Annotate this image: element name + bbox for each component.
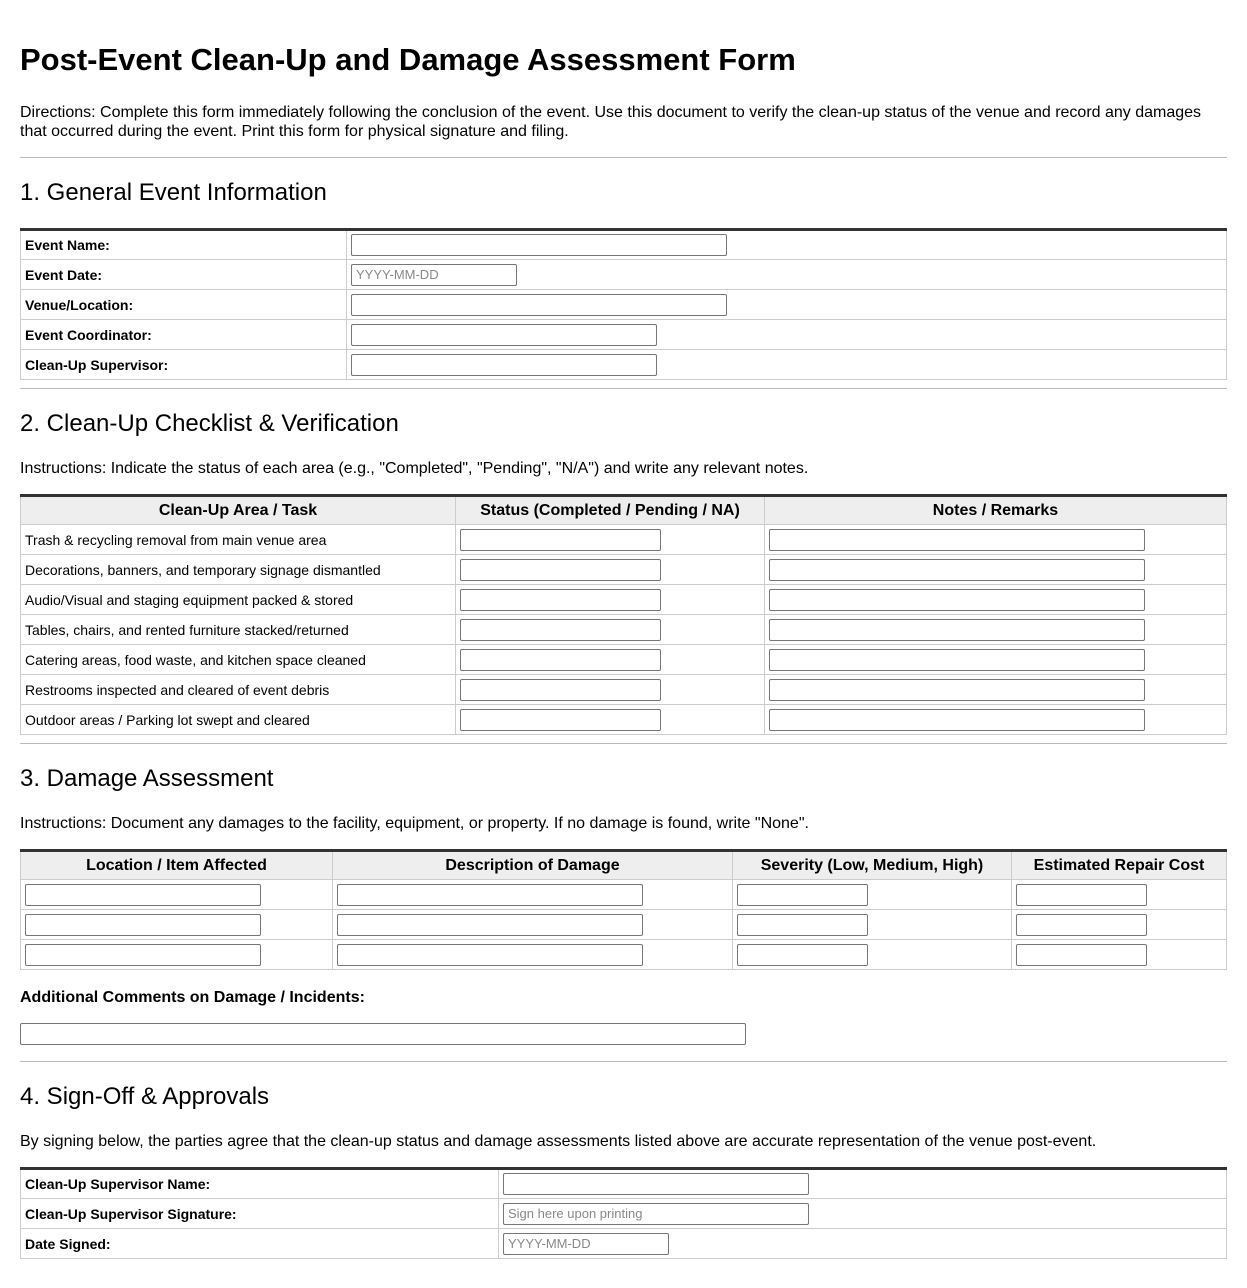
table-row — [21, 1199, 1227, 1229]
section-3-heading: 3. Damage Assessment — [20, 765, 274, 792]
venue-location-input[interactable] — [351, 294, 727, 316]
location-input[interactable] — [25, 884, 261, 906]
event-coordinator-input[interactable] — [351, 324, 657, 346]
section-2-heading: 2. Clean-Up Checklist & Verification — [20, 410, 399, 437]
column-header-description: Description of Damage — [333, 851, 733, 880]
sign-off-statement: By signing below, the parties agree that the clean-up status and damage assessments listed above are accurate representation of the venue post-event. — [20, 1133, 1097, 1150]
divider — [20, 157, 1227, 158]
supervisor-signature-input[interactable] — [503, 1203, 809, 1225]
event-coordinator-label: Event Coordinator: — [21, 320, 347, 350]
status-input[interactable] — [460, 649, 661, 671]
severity-input[interactable] — [737, 884, 868, 906]
task-label: Trash & recycling removal from main venue area — [21, 525, 456, 555]
task-label: Restrooms inspected and cleared of event debris — [21, 675, 456, 705]
table-row — [21, 230, 1227, 260]
supervisor-name-label: Clean-Up Supervisor Name: — [21, 1169, 499, 1199]
notes-input[interactable] — [769, 559, 1145, 581]
repair-cost-input[interactable] — [1016, 914, 1147, 936]
divider — [20, 388, 1227, 389]
description-input[interactable] — [337, 944, 643, 966]
section-1-heading: 1. General Event Information — [20, 179, 327, 206]
event-name-input[interactable] — [351, 234, 727, 256]
table-row — [21, 880, 1227, 910]
status-input[interactable] — [460, 559, 661, 581]
status-input[interactable] — [460, 619, 661, 641]
task-label: Catering areas, food waste, and kitchen space cleaned — [21, 645, 456, 675]
cleanup-checklist-table — [20, 494, 1227, 735]
notes-input[interactable] — [769, 649, 1145, 671]
venue-location-label: Venue/Location: — [21, 290, 347, 320]
table-row — [21, 260, 1227, 290]
table-row — [21, 350, 1227, 380]
description-input[interactable] — [337, 914, 643, 936]
column-header-repair-cost: Estimated Repair Cost — [1012, 851, 1227, 880]
cleanup-supervisor-input[interactable] — [351, 354, 657, 376]
damage-assessment-table — [20, 849, 1227, 970]
section-4-heading: 4. Sign-Off & Approvals — [20, 1083, 270, 1110]
general-info-table — [20, 228, 1227, 380]
status-input[interactable] — [460, 589, 661, 611]
notes-input[interactable] — [769, 589, 1145, 611]
status-input[interactable] — [460, 679, 661, 701]
column-header-location: Location / Item Affected — [21, 851, 333, 880]
severity-input[interactable] — [737, 944, 868, 966]
table-row — [21, 645, 1227, 675]
task-label: Audio/Visual and staging equipment packed & stored — [21, 585, 456, 615]
column-header-task: Clean-Up Area / Task — [21, 496, 456, 525]
location-input[interactable] — [25, 944, 261, 966]
task-label: Decorations, banners, and temporary signage dismantled — [21, 555, 456, 585]
table-row — [21, 555, 1227, 585]
table-row — [21, 615, 1227, 645]
supervisor-name-input[interactable] — [503, 1173, 809, 1195]
table-row — [21, 910, 1227, 940]
table-row — [21, 1229, 1227, 1259]
cleanup-supervisor-label: Clean-Up Supervisor: — [21, 350, 347, 380]
notes-input[interactable] — [769, 709, 1145, 731]
notes-input[interactable] — [769, 529, 1145, 551]
column-header-status: Status (Completed / Pending / NA) — [456, 496, 765, 525]
description-input[interactable] — [337, 884, 643, 906]
sign-off-table — [20, 1167, 1227, 1259]
date-signed-input[interactable] — [503, 1233, 669, 1255]
column-header-severity: Severity (Low, Medium, High) — [733, 851, 1012, 880]
table-row — [21, 675, 1227, 705]
additional-comments-input[interactable] — [20, 1023, 746, 1045]
repair-cost-input[interactable] — [1016, 884, 1147, 906]
table-row — [21, 940, 1227, 970]
additional-comments-label: Additional Comments on Damage / Incidents: — [20, 989, 365, 1006]
table-row — [21, 705, 1227, 735]
table-row — [21, 585, 1227, 615]
page-title: Post-Event Clean-Up and Damage Assessment Form — [20, 42, 796, 77]
status-input[interactable] — [460, 709, 661, 731]
severity-input[interactable] — [737, 914, 868, 936]
directions-text: Directions: Complete this form immediately following the conclusion of the event. Use this document to verify the clean-up status of the venue and record any damages that occurred during the event. Print this form for physical signature and filing. — [20, 104, 1202, 140]
date-signed-label: Date Signed: — [21, 1229, 499, 1259]
table-header-row — [21, 496, 1227, 525]
event-date-input[interactable] — [351, 264, 517, 286]
event-name-label: Event Name: — [21, 230, 347, 260]
table-row — [21, 525, 1227, 555]
divider — [20, 1061, 1227, 1062]
location-input[interactable] — [25, 914, 261, 936]
task-label: Outdoor areas / Parking lot swept and cleared — [21, 705, 456, 735]
repair-cost-input[interactable] — [1016, 944, 1147, 966]
table-row — [21, 320, 1227, 350]
section-2-instructions: Instructions: Indicate the status of each area (e.g., "Completed", "Pending", "N/A") and write any relevant notes. — [20, 460, 809, 477]
notes-input[interactable] — [769, 679, 1145, 701]
section-3-instructions: Instructions: Document any damages to the facility, equipment, or property. If no damage is found, write "None". — [20, 815, 809, 832]
task-label: Tables, chairs, and rented furniture stacked/returned — [21, 615, 456, 645]
notes-input[interactable] — [769, 619, 1145, 641]
table-row — [21, 1169, 1227, 1199]
table-header-row — [21, 851, 1227, 880]
column-header-notes: Notes / Remarks — [765, 496, 1227, 525]
table-row — [21, 290, 1227, 320]
status-input[interactable] — [460, 529, 661, 551]
event-date-label: Event Date: — [21, 260, 347, 290]
supervisor-signature-label: Clean-Up Supervisor Signature: — [21, 1199, 499, 1229]
divider — [20, 743, 1227, 744]
